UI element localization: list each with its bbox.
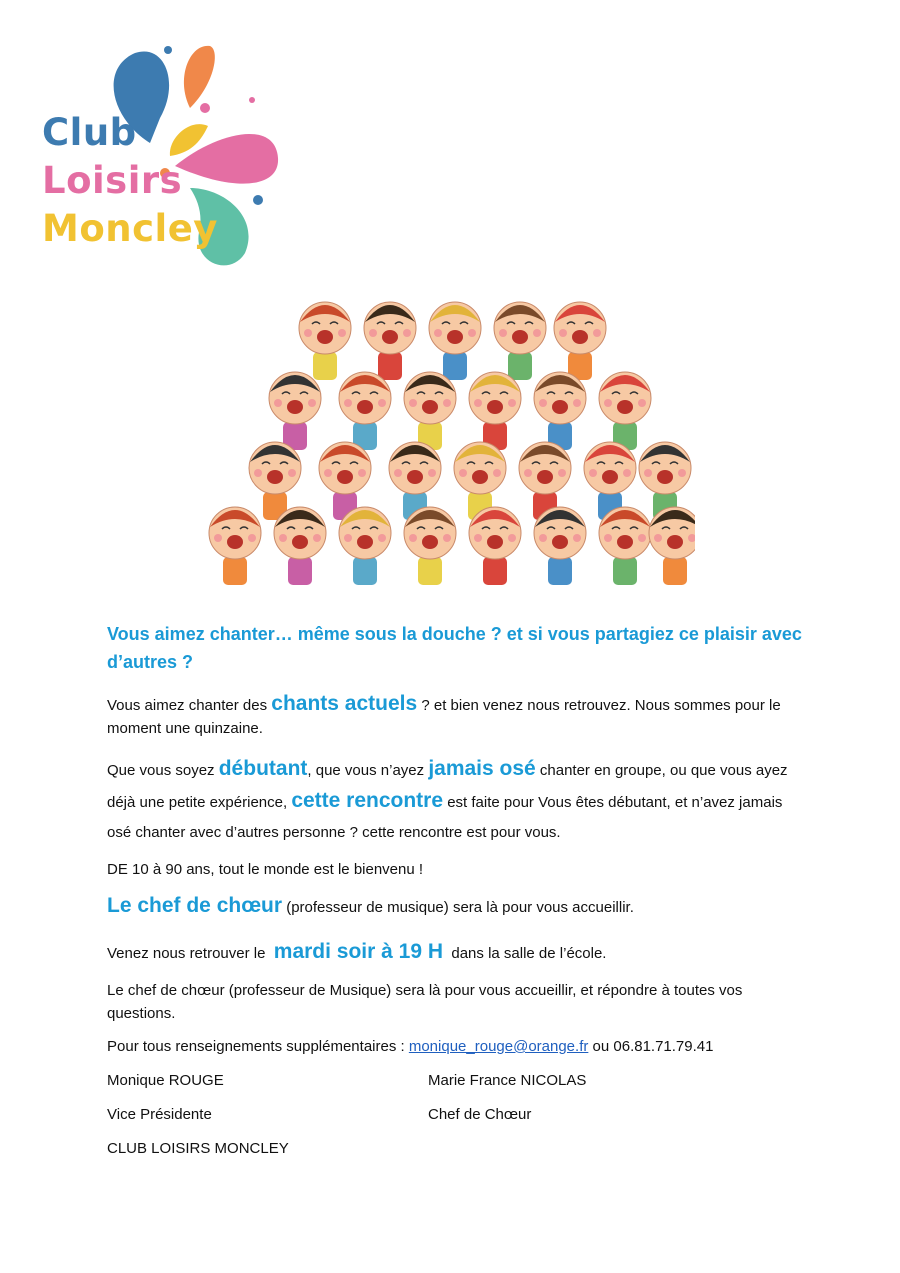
text: (professeur de musique) sera là pour vous accueillir.: [282, 899, 634, 916]
singing-child: [339, 507, 391, 585]
club-logo: [40, 38, 290, 270]
singing-child: [649, 507, 695, 585]
logo-text-club: Club: [42, 111, 137, 154]
signature-names: [107, 1069, 807, 1092]
singing-child: [534, 372, 586, 450]
signature-roles: [107, 1103, 807, 1126]
headline: Vous aimez chanter… même sous la douche ? et si vous partagiez ce plaisir avec d’autres ?: [107, 624, 802, 672]
singing-child: [404, 507, 456, 585]
signature-right-name: Marie France NICOLAS: [428, 1072, 587, 1089]
text: Pour tous renseignements supplémentaires :: [107, 1038, 409, 1055]
text: Que vous soyez: [107, 762, 219, 779]
paragraph-contact: [107, 1035, 807, 1058]
singing-child: [269, 372, 321, 450]
singing-child: [554, 302, 606, 380]
logo-text-loisirs: Loisirs: [42, 159, 183, 202]
text: , que vous n’ayez: [307, 762, 429, 779]
signature-org: [107, 1137, 807, 1160]
email-link[interactable]: monique_rouge@orange.fr: [408, 1038, 589, 1055]
text: Vous aimez chanter des: [107, 697, 272, 714]
paragraph-accueil: Le chef de chœur (professeur de Musique) sera là pour vous accueillir, et répondre à toutes vos questions.: [107, 982, 743, 1022]
highlight-cette-rencontre: cette rencontre: [291, 789, 444, 812]
highlight-chef-de-choeur: Le chef de chœur: [107, 894, 283, 917]
paragraph-rendez-vous: [107, 937, 807, 969]
highlight-mardi-soir: mardi soir à 19 H: [273, 940, 444, 963]
singing-child: [429, 302, 481, 380]
singing-child: [299, 302, 351, 380]
highlight-chants-actuels: chants actuels: [271, 692, 418, 715]
singing-child: [404, 372, 456, 450]
singing-child: [599, 372, 651, 450]
text: dans la salle de l’école.: [447, 945, 607, 962]
singing-child: [209, 507, 261, 585]
paragraph-debutant: [107, 754, 807, 848]
singing-child: [364, 302, 416, 380]
text: est faite pour Vous êtes débutant, et n’avez jamais osé chanter avec d’autres personne ? cette rencontre est pour vous.: [107, 794, 783, 841]
flyer-body: [107, 620, 807, 1160]
paragraph-chef: [107, 891, 807, 923]
children-choir-illustration: [205, 288, 695, 613]
signature-left-name: Monique ROUGE: [107, 1072, 224, 1089]
text: ou 06.81.71.79.41: [588, 1038, 714, 1055]
signature-right-role: Chef de Chœur: [428, 1106, 532, 1123]
singing-child: [599, 507, 651, 585]
singing-child: [469, 372, 521, 450]
singing-child: [469, 507, 521, 585]
text: chanter en groupe, ou que vous ayez déjà une petite expérience,: [107, 762, 788, 811]
organization-name: CLUB LOISIRS MONCLEY: [107, 1140, 289, 1157]
children-choir-icon: [205, 288, 695, 613]
singing-child: [534, 507, 586, 585]
text: ? et bien venez nous retrouvez. Nous sommes pour le moment une quinzaine.: [107, 697, 781, 737]
singing-child: [339, 372, 391, 450]
text: Venez nous retrouver le: [107, 945, 270, 962]
highlight-debutant: débutant: [218, 757, 308, 780]
singing-child: [494, 302, 546, 380]
paragraph-chants: [107, 692, 807, 740]
highlight-jamais-ose: jamais osé: [428, 757, 536, 780]
logo-text-moncley: Moncley: [42, 207, 218, 250]
paragraph-ages: DE 10 à 90 ans, tout le monde est le bienvenu !: [107, 861, 424, 878]
signature-left-role: Vice Présidente: [107, 1106, 212, 1123]
singing-child: [274, 507, 326, 585]
